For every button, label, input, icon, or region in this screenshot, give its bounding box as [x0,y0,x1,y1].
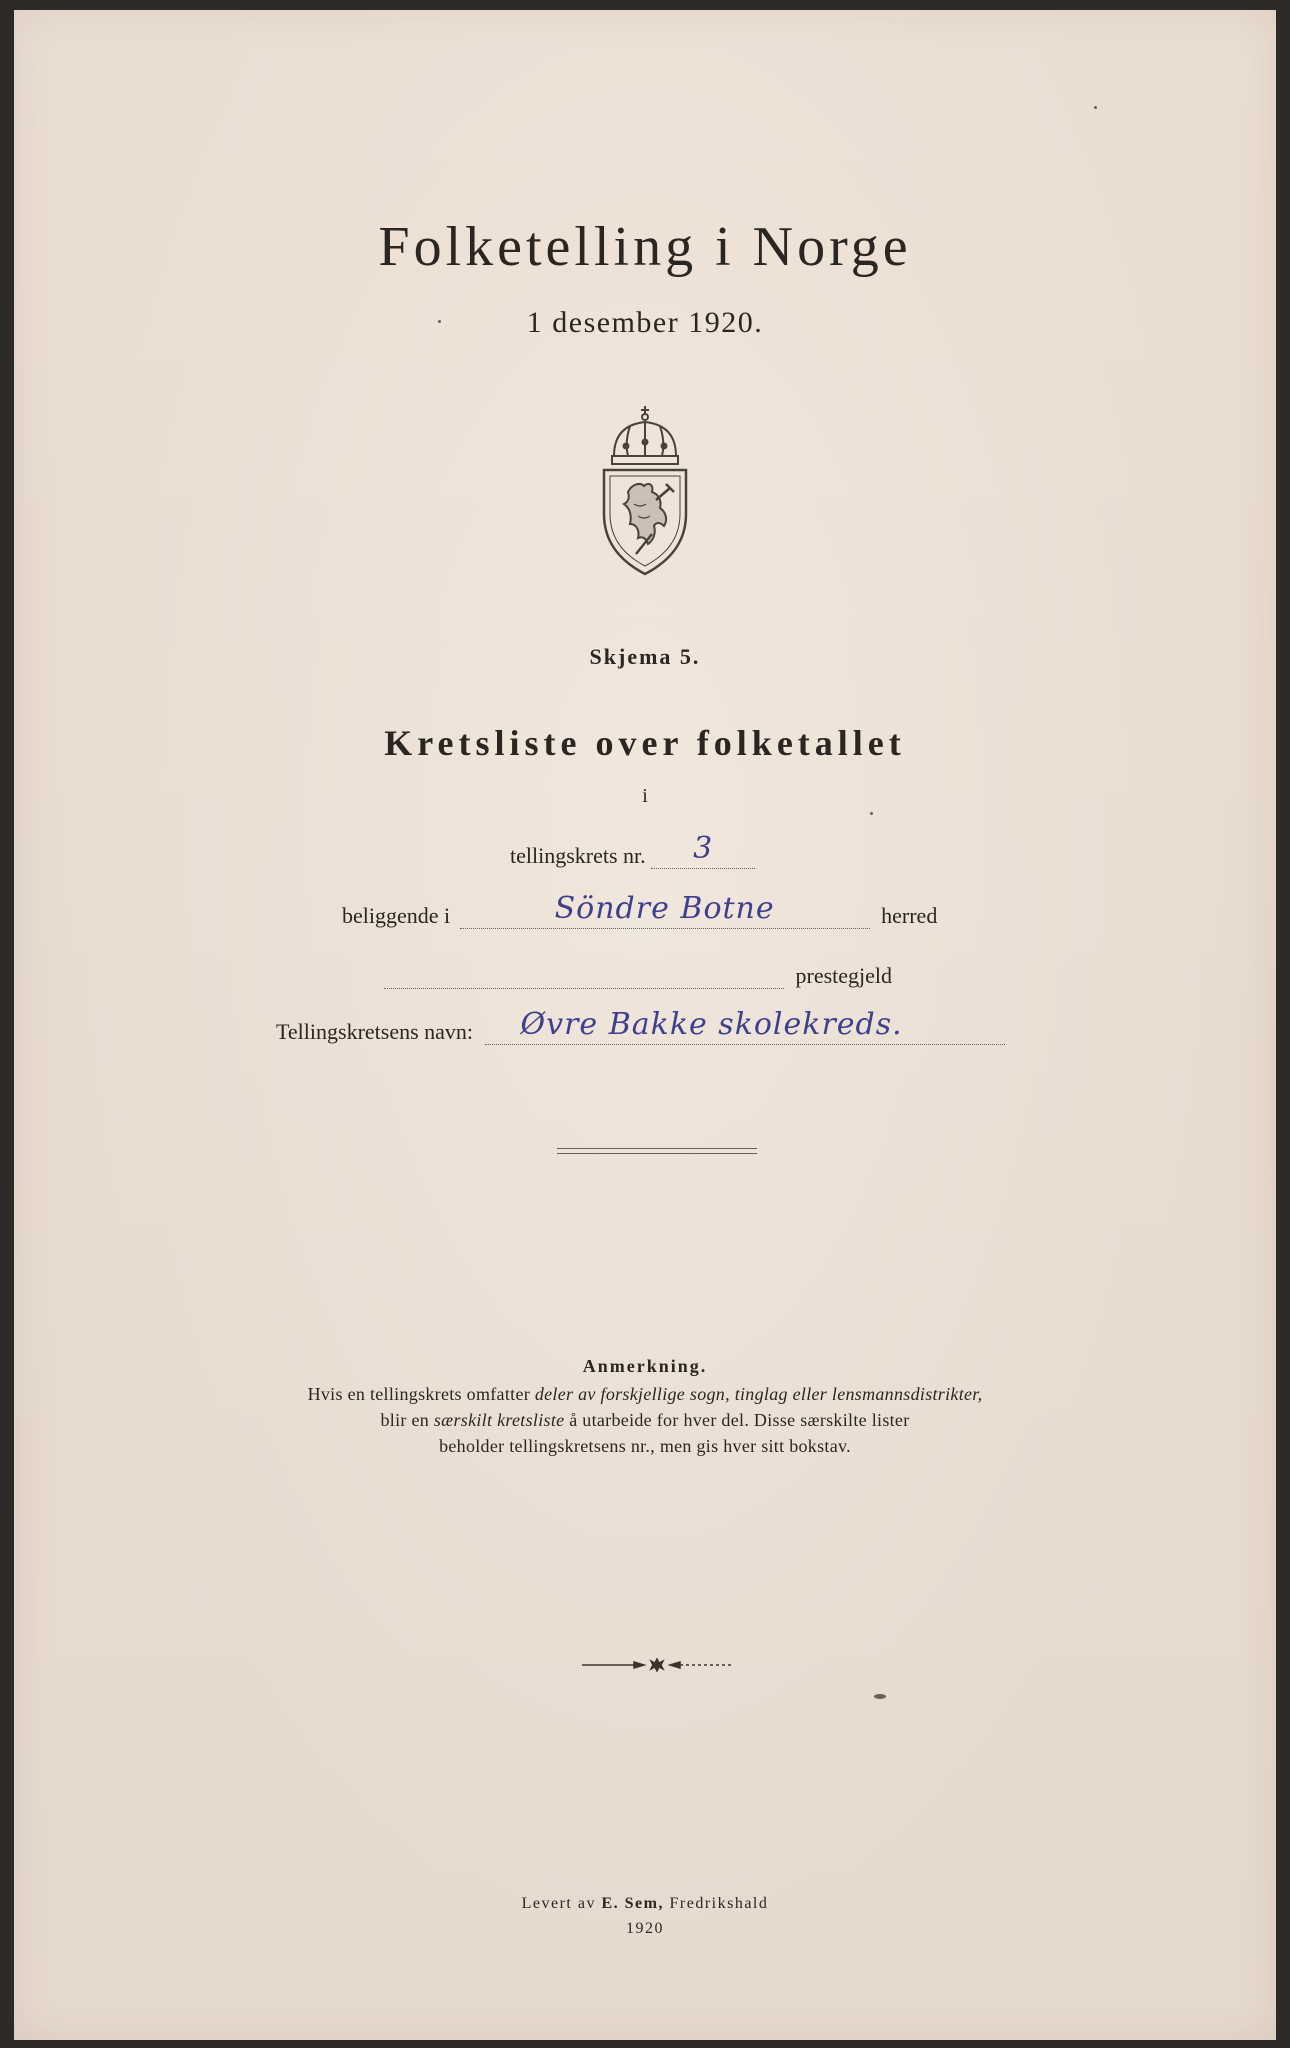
note-line-3: beholder tellingskretsens nr., men gis hver sitt bokstav. [439,1436,851,1456]
beliggende-row [342,891,938,929]
section-divider [557,1148,757,1154]
decorative-ornament-icon [582,1658,732,1672]
tellingskrets-value: 3 [693,831,714,866]
herred-field[interactable] [460,891,870,929]
kretsnavn-value: Øvre Bakke skolekreds. [520,1007,903,1042]
kretsnavn-label: Tellingskretsens navn: [276,1019,474,1044]
beliggende-label: beliggende i [342,903,451,928]
herred-value: Söndre Botne [554,891,775,926]
prestegjeld-label: prestegjeld [795,963,893,988]
printer-credit: Levert av E. Sem, Fredrikshald [521,1895,769,1912]
kretsnavn-row [276,1007,1005,1045]
paper-speck [874,1694,886,1699]
tellingskrets-row [510,831,755,869]
paper-speck [438,320,441,323]
kretsnavn-field[interactable] [485,1007,1005,1045]
note-line-2: blir en særskilt kretsliste å utarbeide for hver del. Disse særskilte lister [380,1410,910,1430]
norwegian-coat-of-arms-icon [596,404,694,576]
census-form-page [14,10,1276,2040]
document-title: Folketelling i Norge [378,216,912,278]
connector-word: i [642,785,648,807]
tellingskrets-field[interactable] [651,831,755,869]
paper-speck [1094,106,1097,109]
schema-number: Skjema 5. [589,644,701,669]
census-date: 1 desember 1920. [526,306,764,339]
paper-speck [870,812,873,815]
prestegjeld-field[interactable] [384,962,784,989]
printer-year: 1920 [626,1920,664,1937]
herred-label: herred [881,903,938,928]
note-line-1: Hvis en tellingskrets omfatter deler av forskjellige sogn, tinglag eller lensmannsdistrikter, [307,1384,983,1404]
form-heading: Kretsliste over folketallet [384,723,906,763]
note-title: Anmerkning. [582,1356,708,1376]
prestegjeld-row [384,962,892,989]
tellingskrets-label: tellingskrets nr. [510,843,646,868]
